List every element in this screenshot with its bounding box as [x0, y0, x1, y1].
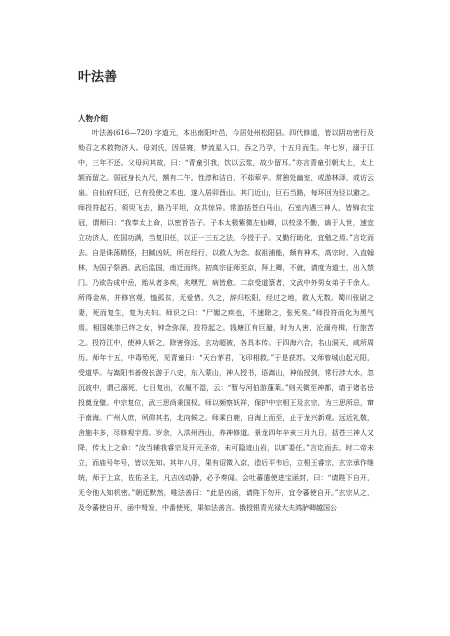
body-paragraph: 叶法善(616—720) 字道元，本出南阳叶邑，今居处州松阳县。四代修道，皆以阴功密行及劾召之术救物济人。母刘氏，因昼寝，梦流星入口，吞之乃孕，十五月而生。年七岁，溺于江中，三年不还。父母问其故，曰：“青童引我，饮以云浆，故少留耳。”亦言青童引朝太上，太上颔而留之。弱冠身长九尺，额有二午。性淳和洁白，不茹荤辛。常独处幽室，或游林泽，或访云泉。自仙府归还，已有役使之术也，遂入居卯酉山。其门近山，巨石当路，每环回为径以避之。师投符起石，须臾飞去，路乃平坦，众共惊异。常游括苍白马山，石室内遇三神人，皆锦衣宝冠，谓师曰：“我奉太上命，以密旨告子。子本太极紫微左仙卿，以校录不勤，谪于人世，速宜立功济人，佐国功满，当复旧任，以正一三五之法，今授于子。又勤行助化，宜勉之焉。”言讫而去。自是诛荡精怪，扫馘凶妖，所在经行，以救人为念。叔祖浦能，颇有神术，高宗时，入直翰林，为国子祭酒。武后监国，南迁而终。初高宗征师至京，拜上卿，不就，请度为道士，出入禁门。乃欲告成中岳，贻从者多疾，兆嘿咒，病皆愈。二京受道箓者，文武中外男女弟子千余人。所得金帛，并修宫观，恤孤贫，无爱惜。久之，辞归松阳，经过之地，救人无数。蜀川张尉之妻，死而复生，复为夫妇。师识之曰：“尸媚之疾也，不速除之，张死矣。”师投符而化为黑气焉。相国姚崇已终之女，钟念弥深，投符起之。钱塘江有巨蜃，时为人害，沦溺舟楫，行旅苦之。投符江中，使神人斩之，除害弥远，玄功超被，各具本传。于四海六合，名山洞天，咸所周历。师年十五，中毒殆死，见青童曰：“天台茅君，飞印相救。”于是获苏。又师曾城山起元阳，受道毕。与嵩阳韦善俊长游于八史，东入蒙山，神人授书，语嵩山，神仙授剑，常行涉大水，忽沉波中，谓己溺死，七日复出，衣履不湿，云：“暂与河伯游蓬莱。”则天微至神都，请于诸名岳投奠龙璧。中宗复位，武三思尚秉国权。师以频察妖祥，保护中宗相王及玄宗，为三思所忌，窜于南海。广州人庶，夙仰其名，北向候之。师乘白鹿，自海上而至，止于龙兴新观。远近礼敬，舍施丰多，尽修观宇焉。岁余，入洪州西山，养神修道。景龙四年辛亥三月九日，括苍三神人又降，传太上之命：“汝当辅我睿宗及开元圣帝，未可隐迹山岩，以旷委任。”言讫而去。时二帝未立，而庙号年号，皆以先知。其年八月，果有诏徵入京，造后平韦后，立相王睿宗，玄宗承作继统，师于上京，佐佑圣主，凡吉凶动静，必予奏闻。会吐蕃遣使进宝函封，曰：“请陛下自开，无令他人知机密。”朝廷默然，唯法善曰：“此是凶函，请陛下勿开，宜令蕃使自开。”玄宗从之，及令蕃使自开，函中弩发，中番使死，果如法善言。俄授银青光禄大夫鸿胪卿越国公	[78, 129, 374, 512]
section-heading: 人物介绍	[78, 114, 108, 123]
page-title: 叶法善	[78, 70, 118, 85]
